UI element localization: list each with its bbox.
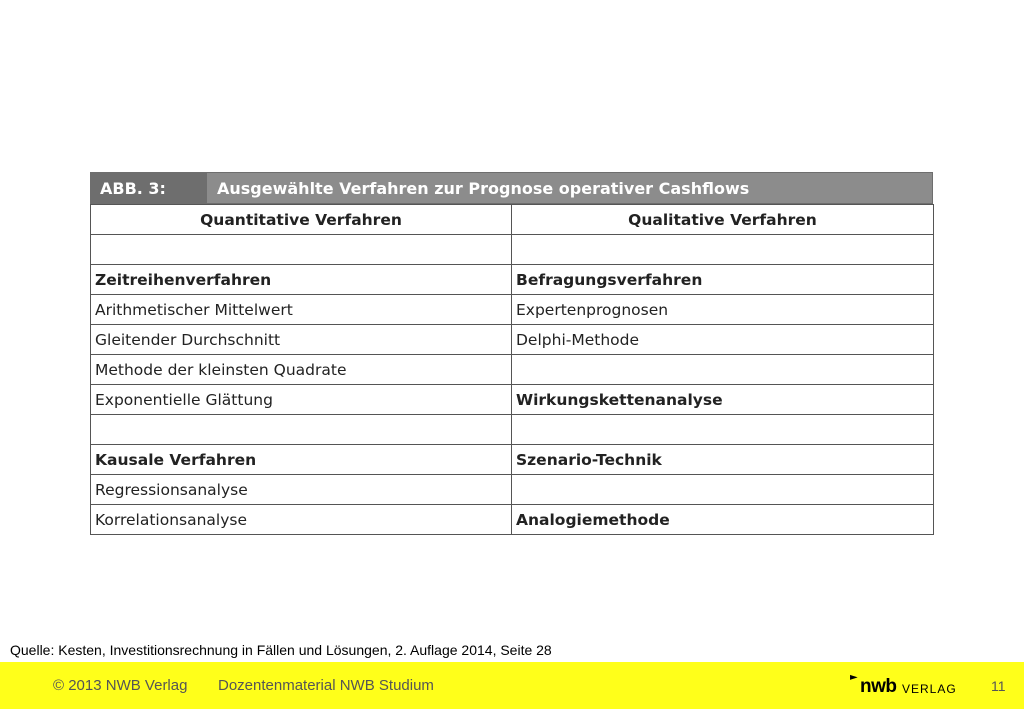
figure-number: ABB. 3:: [91, 173, 207, 203]
table-header-row: [91, 205, 934, 235]
logo-arrow-icon: ►: [850, 672, 858, 683]
figure: [90, 172, 933, 535]
logo-verlag-text: VERLAG: [902, 682, 957, 696]
table-row: [91, 235, 934, 265]
table-row: [91, 265, 934, 295]
quantitative-cell: Exponentielle Glättung: [91, 385, 512, 415]
quantitative-cell: Kausale Verfahren: [91, 445, 512, 475]
column-header-quantitative: Quantitative Verfahren: [91, 205, 512, 235]
methods-table: [90, 204, 934, 535]
quantitative-cell: [91, 235, 512, 265]
qualitative-cell: Delphi-Methode: [512, 325, 934, 355]
figure-title: Ausgewählte Verfahren zur Prognose operativer Cashflows: [217, 179, 750, 198]
logo-nwb-text: nwb: [860, 676, 897, 697]
table-row: [91, 415, 934, 445]
table-row: [91, 505, 934, 535]
footer-bar: [0, 662, 1024, 709]
table-row: [91, 325, 934, 355]
quantitative-cell: [91, 415, 512, 445]
qualitative-cell: [512, 355, 934, 385]
quantitative-cell: Zeitreihenverfahren: [91, 265, 512, 295]
table-row: [91, 385, 934, 415]
qualitative-cell: Analogiemethode: [512, 505, 934, 535]
footer-copyright: © 2013 NWB Verlag: [53, 677, 188, 694]
qualitative-cell: Wirkungskettenanalyse: [512, 385, 934, 415]
qualitative-cell: Expertenprognosen: [512, 295, 934, 325]
table-row: [91, 475, 934, 505]
qualitative-cell: [512, 475, 934, 505]
quantitative-cell: Arithmetischer Mittelwert: [91, 295, 512, 325]
table-row: [91, 445, 934, 475]
qualitative-cell: Befragungsverfahren: [512, 265, 934, 295]
quantitative-cell: Korrelationsanalyse: [91, 505, 512, 535]
source-citation: Quelle: Kesten, Investitionsrechnung in Fällen und Lösungen, 2. Auflage 2014, Seite 28: [10, 642, 552, 658]
quantitative-cell: Regressionsanalyse: [91, 475, 512, 505]
column-header-qualitative: Qualitative Verfahren: [512, 205, 934, 235]
qualitative-cell: [512, 415, 934, 445]
page-number: 11: [991, 678, 1006, 694]
qualitative-cell: [512, 235, 934, 265]
quantitative-cell: Methode der kleinsten Quadrate: [91, 355, 512, 385]
table-row: [91, 295, 934, 325]
footer-material: Dozentenmaterial NWB Studium: [218, 677, 434, 694]
figure-header: [90, 172, 933, 204]
qualitative-cell: Szenario-Technik: [512, 445, 934, 475]
quantitative-cell: Gleitender Durchschnitt: [91, 325, 512, 355]
table-row: [91, 355, 934, 385]
